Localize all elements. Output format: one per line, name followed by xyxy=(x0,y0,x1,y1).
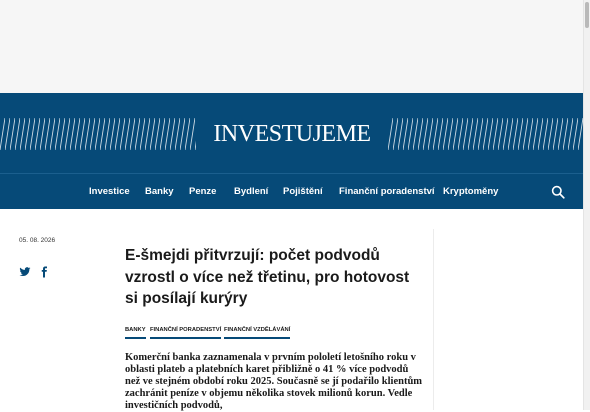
scrollbar-thumb[interactable] xyxy=(585,2,589,28)
share-twitter-button[interactable] xyxy=(19,265,31,277)
nav-item-penze[interactable]: Penze xyxy=(189,186,217,197)
top-blank-area xyxy=(0,0,583,93)
nav-item-bydleni[interactable]: Bydlení xyxy=(234,186,269,197)
search-icon xyxy=(551,185,565,199)
nav-item-kryptomeny[interactable]: Kryptoměny xyxy=(443,186,499,197)
sidebar-divider xyxy=(433,229,434,410)
nav-item-banky[interactable]: Banky xyxy=(145,186,174,197)
article-title: E-šmejdi přitvrzují: počet podvodů vzrostl o více než třetinu, pro hotovost si posílají kurýry xyxy=(125,247,410,307)
tag-banky[interactable]: BANKY xyxy=(125,327,146,339)
twitter-icon xyxy=(19,266,31,278)
site-header xyxy=(0,93,583,209)
logo-band xyxy=(0,118,583,150)
nav-item-investice[interactable]: Investice xyxy=(89,186,130,197)
share-facebook-button[interactable] xyxy=(38,265,50,277)
site-logo[interactable]: INVESTUJEME xyxy=(213,121,371,147)
nav-item-pojisteni[interactable]: Pojištění xyxy=(283,186,323,197)
article-area xyxy=(0,209,583,410)
article-lead: Komerční banka zaznamenala v prvním pololetí letošního roku v oblasti plateb a platebních karet přibližně o 41 % více podvodů než ve stejném období roku 2025. Současně se jí podařilo klientům zachránit peníze v objemu několika stovek milionů korun. Vedle investičních podvodů, xyxy=(125,352,423,411)
tag-financni-vzdelavani[interactable]: FINANČNÍ VZDĚLÁVÁNÍ xyxy=(224,327,290,339)
article-date: 05. 08. 2026 xyxy=(19,237,56,244)
page-scrollbar[interactable] xyxy=(583,0,590,410)
nav-item-financni-poradenstvi[interactable]: Finanční poradenství xyxy=(339,186,435,197)
tag-financni-poradenstvi[interactable]: FINANČNÍ PORADENSTVÍ xyxy=(150,327,221,339)
hatch-decoration-left xyxy=(0,118,196,150)
hatch-decoration-right xyxy=(388,118,583,150)
main-navigation xyxy=(0,174,583,209)
facebook-icon xyxy=(38,266,50,278)
search-button[interactable] xyxy=(551,185,565,199)
